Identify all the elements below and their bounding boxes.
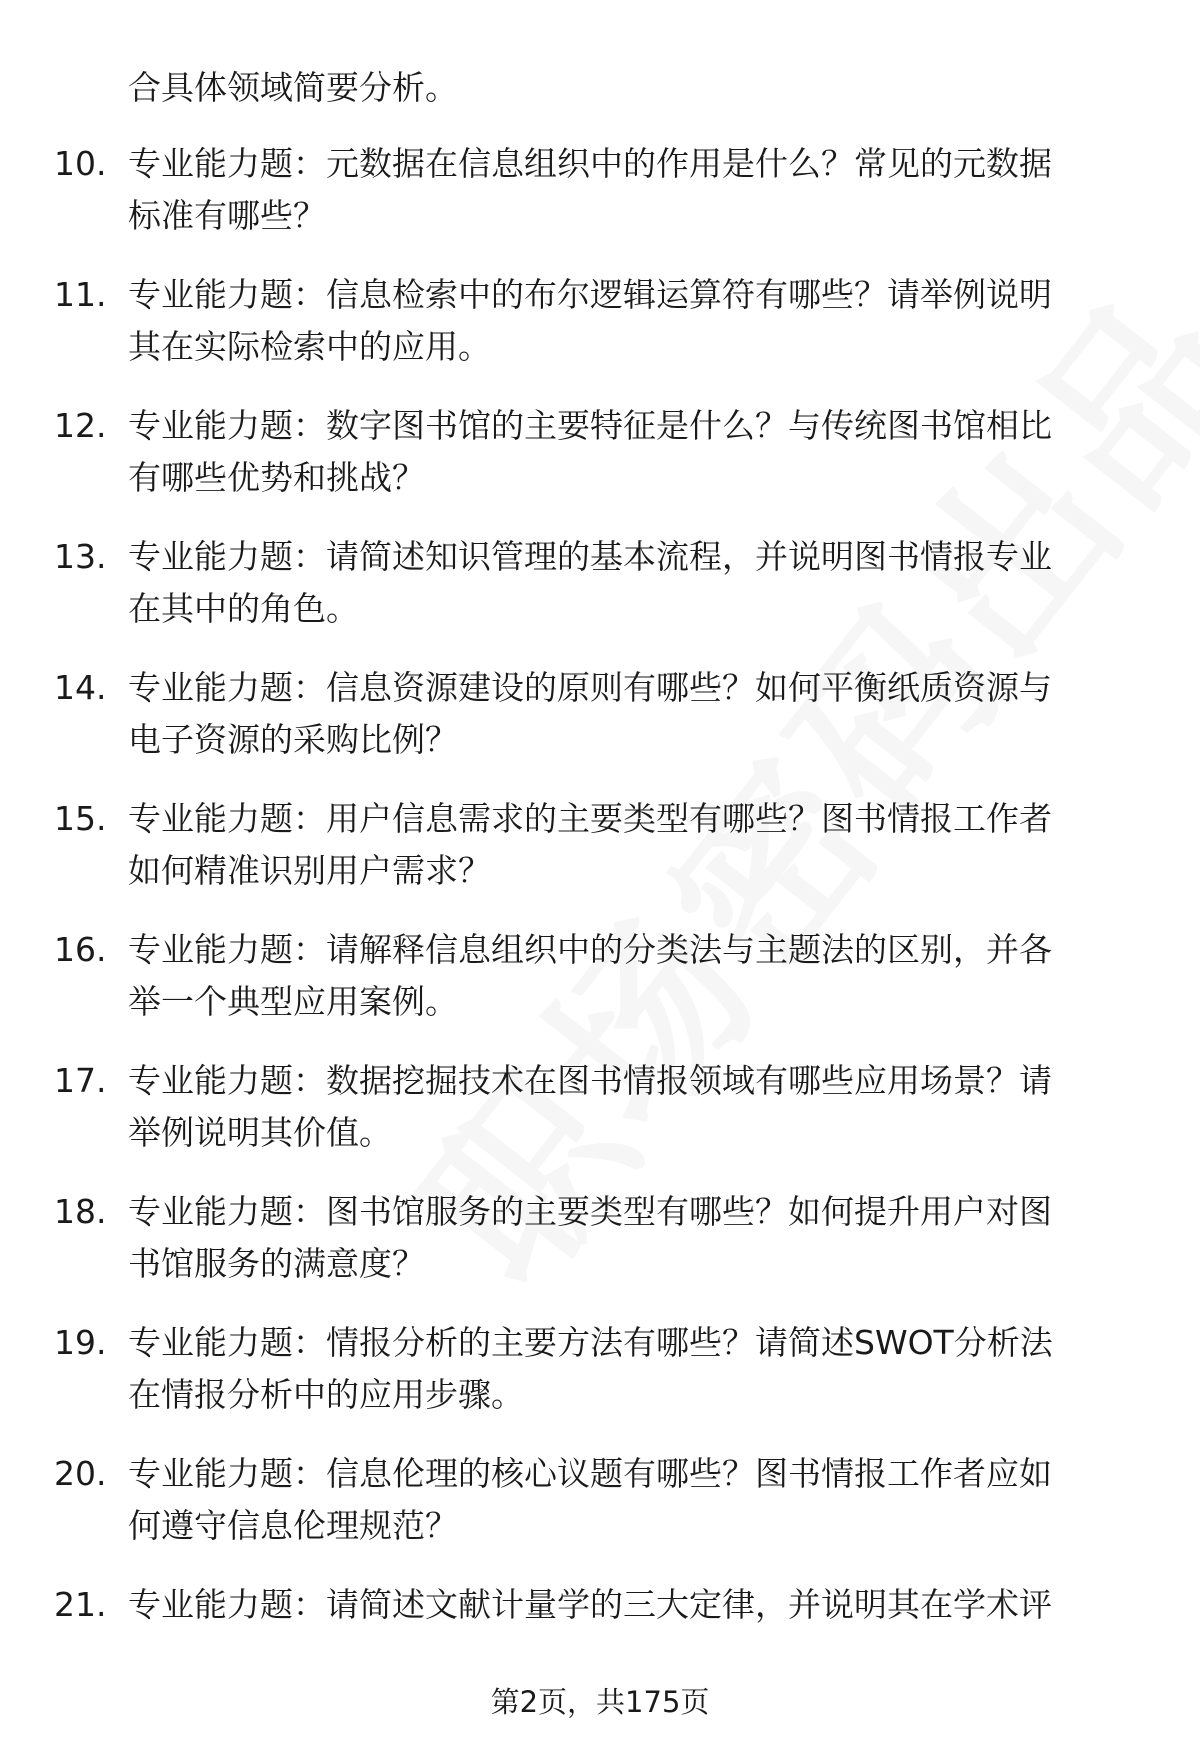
question-item [0,400,1200,531]
question-text-line: 专业能力题：信息伦理的核心议题有哪些？图书情报工作者应如 [128,1454,1052,1493]
question-item [0,662,1200,793]
question-text [128,924,1140,1028]
question-text-line: 其在实际检索中的应用。 [128,327,491,366]
question-text-line: 专业能力题：数字图书馆的主要特征是什么？与传统图书馆相比 [128,406,1052,445]
question-text-line: 专业能力题：请简述文献计量学的三大定律，并说明其在学术评 [128,1585,1052,1624]
question-text-line: 专业能力题：用户信息需求的主要类型有哪些？图书情报工作者 [128,799,1052,838]
question-text-line: 电子资源的采购比例？ [128,720,458,759]
question-text-line: 专业能力题：信息资源建设的原则有哪些？如何平衡纸质资源与 [128,668,1052,707]
question-text [128,531,1140,635]
question-text-line: 举例说明其价值。 [128,1113,392,1152]
question-number: 13. [54,537,107,576]
question-number: 17. [54,1061,107,1100]
question-text-line: 书馆服务的满意度？ [128,1244,425,1283]
question-text [128,138,1140,242]
question-text-line: 标准有哪些？ [128,196,326,235]
question-text-line: 专业能力题：元数据在信息组织中的作用是什么？常见的元数据 [128,144,1052,183]
question-text [128,269,1140,373]
page-indicator: 第2页，共175页 [490,1685,710,1719]
question-text-line: 在其中的角色。 [128,589,359,628]
question-item [0,1055,1200,1186]
question-text-line: 如何精准识别用户需求？ [128,851,491,890]
question-list [0,138,1200,1710]
question-item [0,1186,1200,1317]
question-text-line: 专业能力题：信息检索中的布尔逻辑运算符有哪些？请举例说明 [128,275,1052,314]
question-text-line: 专业能力题：情报分析的主要方法有哪些？请简述SWOT分析法 [128,1323,1053,1362]
question-text-line: 举一个典型应用案例。 [128,982,458,1021]
question-text [128,1448,1140,1552]
question-item [0,1317,1200,1448]
question-text-line: 在情报分析中的应用步骤。 [128,1375,524,1414]
question-text [128,662,1140,766]
question-text [128,793,1140,897]
question-text [128,1317,1140,1421]
question-text [128,400,1140,504]
question-text-line: 专业能力题：请简述知识管理的基本流程，并说明图书情报专业 [128,537,1052,576]
question-number: 18. [54,1192,107,1231]
page-footer [0,1682,1200,1722]
question-text-line: 专业能力题：请解释信息组织中的分类法与主题法的区别，并各 [128,930,1052,969]
question-item [0,269,1200,400]
question-item [0,531,1200,662]
question-number: 11. [54,275,107,314]
question-text [128,1186,1140,1290]
question-text-line: 何遵守信息伦理规范？ [128,1506,458,1545]
question-number: 16. [54,930,107,969]
question-number: 15. [54,799,107,838]
question-text-line: 专业能力题：图书馆服务的主要类型有哪些？如何提升用户对图 [128,1192,1052,1231]
question-item [0,924,1200,1055]
question-number: 20. [54,1454,107,1493]
question-item [0,1448,1200,1579]
question-number: 19. [54,1323,107,1362]
question-text [128,1579,1140,1631]
question-text-line: 专业能力题：数据挖掘技术在图书情报领域有哪些应用场景？请 [128,1061,1052,1100]
question-item [0,793,1200,924]
question-item [0,138,1200,269]
question-number: 10. [54,144,107,183]
question-text [128,1055,1140,1159]
continuation-text: 合具体领域简要分析。 [128,68,458,107]
question-number: 21. [54,1585,107,1624]
question-number: 12. [54,406,107,445]
question-text-line: 有哪些优势和挑战？ [128,458,425,497]
question-number: 14. [54,668,107,707]
